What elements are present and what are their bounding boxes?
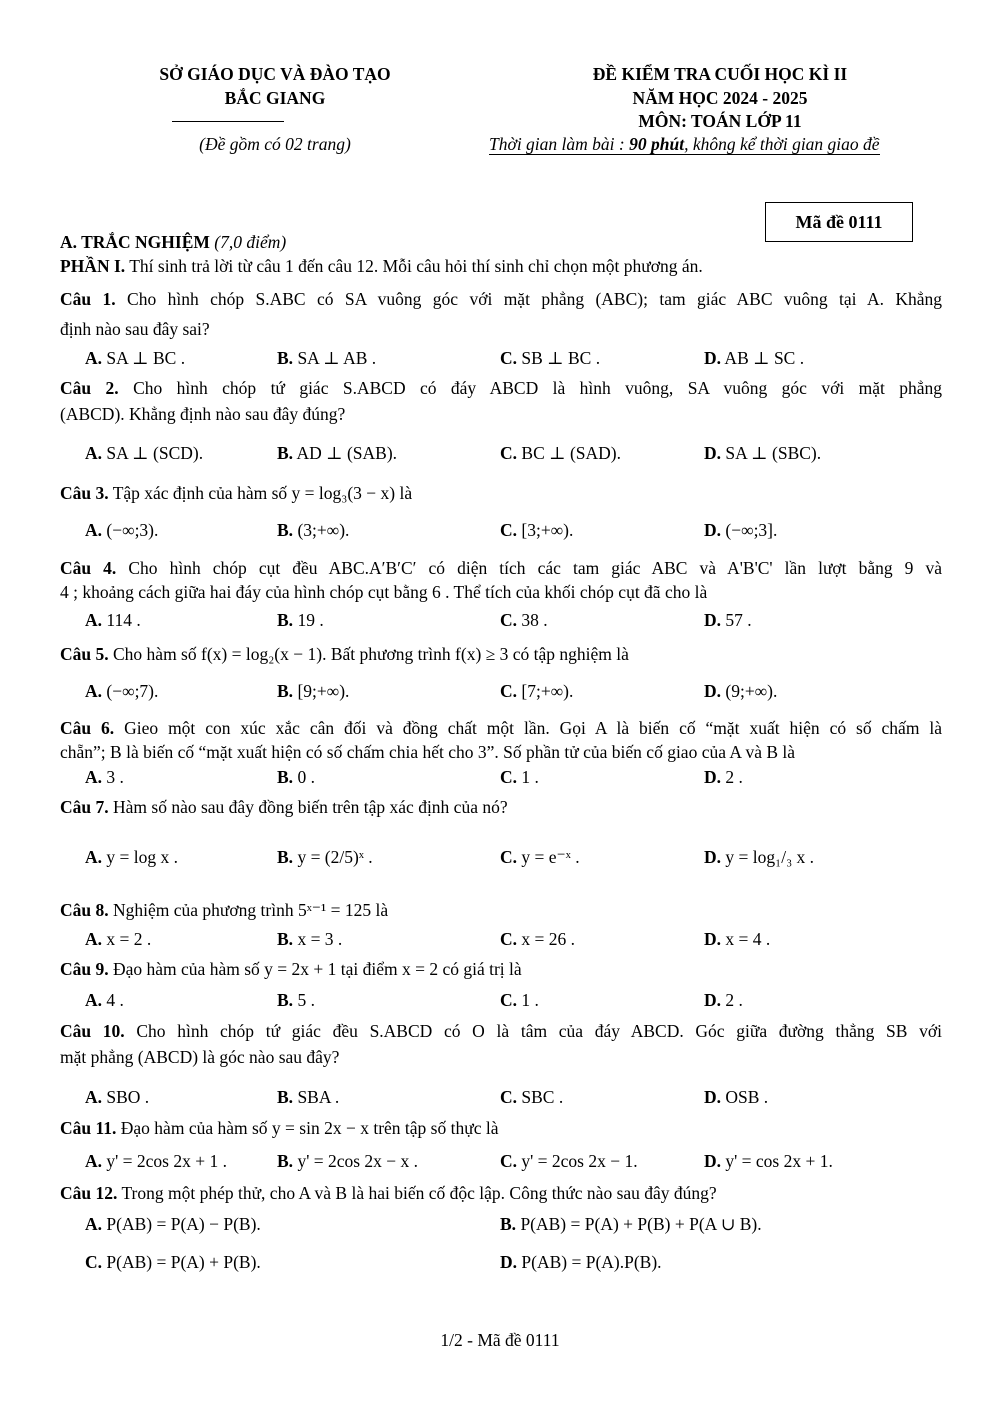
- question-7-line-1: Câu 7. Hàm số nào sau đây đồng biến trên tập xác định của nó?: [60, 797, 508, 817]
- option-letter: A.: [85, 520, 103, 540]
- q12-option-c: C. P(AB) = P(A) + P(B).: [85, 1252, 261, 1272]
- q10-option-c: C. SBC .: [500, 1087, 564, 1107]
- exam-title: ĐỀ KIỂM TRA CUỐI HỌC KÌ II: [592, 64, 848, 84]
- q12-option-d: D. P(AB) = P(A).P(B).: [500, 1252, 662, 1272]
- q1-option-c: C. SB ⊥ BC .: [500, 348, 601, 368]
- q9-option-d: D. 2 .: [704, 990, 743, 1010]
- option-letter: D.: [704, 990, 722, 1010]
- q10-option-b: B. SBA .: [277, 1087, 340, 1107]
- q9-option-a: A. 4 .: [85, 990, 124, 1010]
- question-1-line-2: định nào sau đây sai?: [60, 319, 210, 339]
- q5-option-c: C. [7;+∞).: [500, 681, 574, 701]
- org-line1: SỞ GIÁO DỤC VÀ ĐÀO TẠO: [159, 64, 391, 84]
- q11-option-d: D. y' = cos 2x + 1.: [704, 1151, 833, 1171]
- option-letter: D.: [704, 767, 722, 787]
- header-divider: [172, 121, 284, 122]
- q11-option-b: B. y' = 2cos 2x − x .: [277, 1151, 419, 1171]
- option-letter: C.: [500, 681, 518, 701]
- option-letter: D.: [704, 847, 722, 867]
- pages-note: (Đề gồm có 02 trang): [199, 134, 351, 154]
- q3-option-d: D. (−∞;3].: [704, 520, 778, 540]
- option-letter: A.: [85, 1151, 103, 1171]
- q11-option-c: C. y' = 2cos 2x − 1.: [500, 1151, 638, 1171]
- part-instructions: PHẦN I. Thí sinh trả lời từ câu 1 đến câu 12. Mỗi câu hỏi thí sinh chỉ chọn một phương án.: [60, 256, 703, 276]
- q5-option-a: A. (−∞;7).: [85, 681, 159, 701]
- question-6-line-2: chẵn”; B là biến cố “mặt xuất hiện có số chấm chia hết cho 3”. Số phần tử của biến cố giao của A và B là: [60, 742, 796, 762]
- question-3-line-1: Câu 3. Tập xác định của hàm số y = log₃(3 − x) là: [60, 483, 413, 503]
- option-letter: D.: [704, 929, 722, 949]
- question-8-line-1: Câu 8. Nghiệm của phương trình 5ˣ⁻¹ = 125 là: [60, 900, 389, 920]
- option-letter: A.: [85, 767, 103, 787]
- option-letter: C.: [500, 929, 518, 949]
- option-letter: D.: [704, 443, 722, 463]
- question-11-line-1: Câu 11. Đạo hàm của hàm số y = sin 2x − x trên tập số thực là: [60, 1118, 499, 1138]
- option-letter: C.: [500, 990, 518, 1010]
- question-4-line-2: 4 ; khoảng cách giữa hai đáy của hình chóp cụt bằng 6 . Thể tích của khối chóp cụt đã cho là: [60, 582, 708, 602]
- question-2-line-2: (ABCD). Khẳng định nào sau đây đúng?: [60, 404, 346, 424]
- question-6-line-1: Câu 6. Gieo một con xúc xắc cân đối và đồng chất một lần. Gọi A là biến cố “mặt xuất hiện có số chấm là: [60, 718, 942, 738]
- q12-option-a: A. P(AB) = P(A) − P(B).: [85, 1214, 261, 1234]
- q1-option-b: B. SA ⊥ AB .: [277, 348, 377, 368]
- option-letter: B.: [277, 767, 294, 787]
- time-note: Thời gian làm bài : 90 phút, không kể thời gian giao đề: [489, 134, 880, 154]
- q11-option-a: A. y' = 2cos 2x + 1 .: [85, 1151, 227, 1171]
- page-footer: 1/2 - Mã đề 0111: [440, 1330, 560, 1350]
- option-letter: B.: [277, 348, 294, 368]
- option-letter: A.: [85, 610, 103, 630]
- q4-option-a: A. 114 .: [85, 610, 141, 630]
- q8-option-c: C. x = 26 .: [500, 929, 576, 949]
- question-9-line-1: Câu 9. Đạo hàm của hàm số y = 2x + 1 tại điểm x = 2 có giá trị là: [60, 959, 522, 979]
- option-letter: C.: [500, 847, 518, 867]
- q5-option-b: B. [9;+∞).: [277, 681, 350, 701]
- q7-option-b: B. y = (2/5)ˣ .: [277, 847, 373, 867]
- exam-code-box: Mã đề 0111: [765, 202, 913, 242]
- option-letter: C.: [500, 348, 518, 368]
- option-letter: B.: [277, 929, 294, 949]
- option-letter: C.: [85, 1252, 103, 1272]
- q1-option-d: D. AB ⊥ SC .: [704, 348, 805, 368]
- option-letter: C.: [500, 767, 518, 787]
- q1-option-a: A. SA ⊥ BC .: [85, 348, 186, 368]
- q6-option-c: C. 1 .: [500, 767, 539, 787]
- q6-option-b: B. 0 .: [277, 767, 315, 787]
- option-letter: D.: [500, 1252, 518, 1272]
- q9-option-c: C. 1 .: [500, 990, 539, 1010]
- q7-option-a: A. y = log x .: [85, 847, 178, 867]
- q10-option-a: A. SBO .: [85, 1087, 150, 1107]
- q8-option-a: A. x = 2 .: [85, 929, 152, 949]
- question-10-line-1: Câu 10. Cho hình chóp tứ giác đều S.ABCD có O là tâm của đáy ABCD. Góc giữa đường thẳng SB với: [60, 1021, 942, 1041]
- option-letter: A.: [85, 348, 103, 368]
- q6-option-a: A. 3 .: [85, 767, 124, 787]
- question-2-line-1: Câu 2. Cho hình chóp tứ giác S.ABCD có đáy ABCD là hình vuông, SA vuông góc với mặt phẳng: [60, 378, 942, 398]
- q10-option-d: D. OSB .: [704, 1087, 769, 1107]
- option-letter: C.: [500, 443, 518, 463]
- option-letter: B.: [277, 1151, 294, 1171]
- option-letter: D.: [704, 520, 722, 540]
- q3-option-c: C. [3;+∞).: [500, 520, 574, 540]
- option-letter: B.: [277, 681, 294, 701]
- question-5-line-1: Câu 5. Cho hàm số f(x) = log₂(x − 1). Bất phương trình f(x) ≥ 3 có tập nghiệm là: [60, 644, 629, 664]
- option-letter: C.: [500, 1151, 518, 1171]
- q4-option-b: B. 19 .: [277, 610, 324, 630]
- q9-option-b: B. 5 .: [277, 990, 315, 1010]
- q4-option-d: D. 57 .: [704, 610, 752, 630]
- q2-option-a: A. SA ⊥ (SCD).: [85, 443, 204, 463]
- option-letter: D.: [704, 610, 722, 630]
- school-year: NĂM HỌC 2024 - 2025: [632, 88, 808, 108]
- option-letter: A.: [85, 1087, 103, 1107]
- question-10-line-2: mặt phẳng (ABCD) là góc nào sau đây?: [60, 1047, 340, 1067]
- question-4-line-1: Câu 4. Cho hình chóp cụt đều ABC.A′B′C′ có diện tích các tam giác ABC và A'B'C' lần lượt bằng 9 và: [60, 558, 943, 578]
- q2-option-b: B. AD ⊥ (SAB).: [277, 443, 398, 463]
- q6-option-d: D. 2 .: [704, 767, 743, 787]
- option-letter: A.: [85, 847, 103, 867]
- option-letter: C.: [500, 610, 518, 630]
- q4-option-c: C. 38 .: [500, 610, 548, 630]
- q7-option-c: C. y = e⁻ˣ .: [500, 847, 580, 867]
- q7-option-d: D. y = log₁/₃ x .: [704, 847, 815, 867]
- option-letter: D.: [704, 1151, 722, 1171]
- option-letter: D.: [704, 348, 722, 368]
- option-letter: B.: [500, 1214, 517, 1234]
- org-line2: BẮC GIANG: [224, 88, 326, 108]
- option-letter: D.: [704, 1087, 722, 1107]
- option-letter: B.: [277, 847, 294, 867]
- q3-option-a: A. (−∞;3).: [85, 520, 159, 540]
- q8-option-d: D. x = 4 .: [704, 929, 771, 949]
- option-letter: C.: [500, 1087, 518, 1107]
- q12-option-b: B. P(AB) = P(A) + P(B) + P(A ∪ B).: [500, 1214, 762, 1234]
- option-letter: B.: [277, 990, 294, 1010]
- option-letter: D.: [704, 681, 722, 701]
- option-letter: B.: [277, 443, 294, 463]
- option-letter: A.: [85, 681, 103, 701]
- question-1-line-1: Câu 1. Cho hình chóp S.ABC có SA vuông góc với mặt phẳng (ABC); tam giác ABC vuông tại A. Khẳng: [60, 289, 943, 309]
- option-letter: A.: [85, 1214, 103, 1234]
- option-letter: B.: [277, 1087, 294, 1107]
- q3-option-b: B. (3;+∞).: [277, 520, 350, 540]
- q2-option-c: C. BC ⊥ (SAD).: [500, 443, 621, 463]
- question-12-line-1: Câu 12. Trong một phép thử, cho A và B là hai biến cố độc lập. Công thức nào sau đây đúng?: [60, 1183, 717, 1203]
- subject: MÔN: TOÁN LỚP 11: [638, 111, 802, 131]
- option-letter: A.: [85, 443, 103, 463]
- option-letter: C.: [500, 520, 518, 540]
- q5-option-d: D. (9;+∞).: [704, 681, 778, 701]
- option-letter: A.: [85, 990, 103, 1010]
- option-letter: B.: [277, 520, 294, 540]
- option-letter: A.: [85, 929, 103, 949]
- q2-option-d: D. SA ⊥ (SBC).: [704, 443, 822, 463]
- option-letter: B.: [277, 610, 294, 630]
- q8-option-b: B. x = 3 .: [277, 929, 343, 949]
- section-heading: A. TRẮC NGHIỆM (7,0 điểm): [60, 232, 287, 252]
